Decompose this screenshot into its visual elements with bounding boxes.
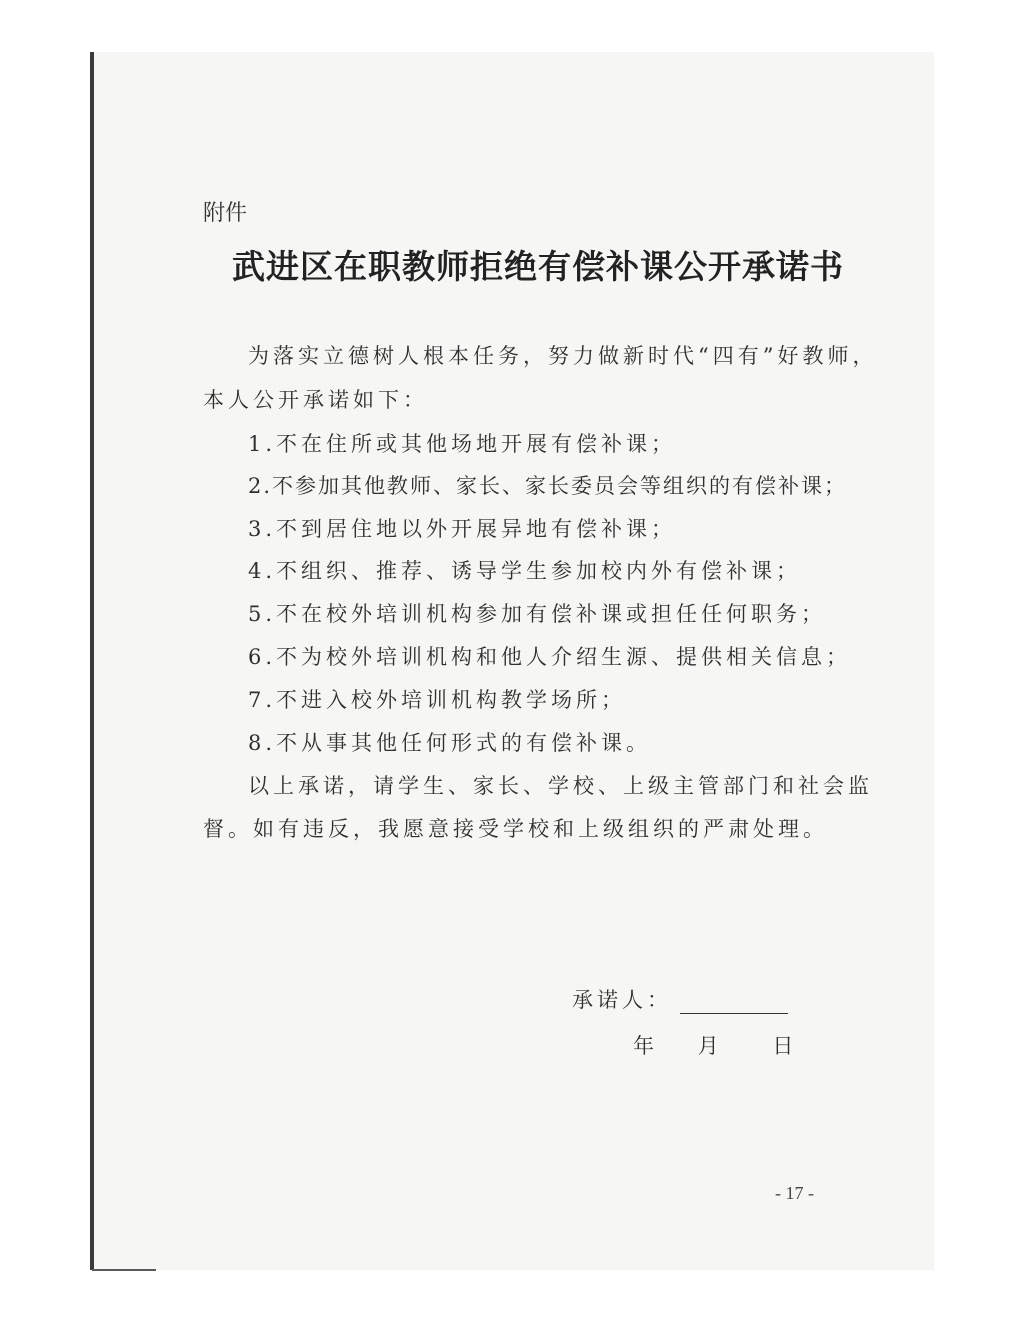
commitment-item-5: 5.不在校外培训机构参加有偿补课或担任任何职务； <box>248 602 827 626</box>
commitment-item-8: 8.不从事其他任何形式的有偿补课。 <box>248 731 652 755</box>
commitment-item-2: 2.不参加其他教师、家长、家长委员会等组织的有偿补课； <box>248 474 848 498</box>
signer-label: 承诺人： <box>572 988 672 1012</box>
date-block <box>633 1030 793 1060</box>
document-title: 武进区在职教师拒绝有偿补课公开承诺书 <box>232 247 844 286</box>
date-day-label: 日 <box>772 1034 794 1058</box>
commitment-item-4: 4.不组织、推荐、诱导学生参加校内外有偿补课； <box>248 559 802 583</box>
signature-block <box>572 984 788 1014</box>
closing-line-1: 以上承诺，请学生、家长、学校、上级主管部门和社会监 <box>248 774 873 798</box>
signature-blank-line <box>680 989 788 1014</box>
commitment-item-1: 1.不在住所或其他场地开展有偿补课； <box>248 432 677 456</box>
date-year-label: 年 <box>633 1034 654 1058</box>
commitment-item-3: 3.不到居住地以外开展异地有偿补课； <box>248 517 677 541</box>
intro-line-1: 为落实立德树人根本任务，努力做新时代“四有”好教师， <box>248 344 878 368</box>
attachment-label: 附件 <box>203 201 248 226</box>
intro-line-2: 本人公开承诺如下： <box>203 388 428 412</box>
commitment-item-7: 7.不进入校外培训机构教学场所； <box>248 688 627 712</box>
date-month-label: 月 <box>697 1034 719 1058</box>
bottom-edge-line <box>92 1269 156 1271</box>
binding-edge-line <box>90 52 94 1270</box>
closing-line-2: 督。如有违反，我愿意接受学校和上级组织的严肃处理。 <box>203 817 828 841</box>
commitment-item-6: 6.不为校外培训机构和他人介绍生源、提供相关信息； <box>248 645 852 669</box>
page-number: - 17 - <box>775 1183 814 1203</box>
